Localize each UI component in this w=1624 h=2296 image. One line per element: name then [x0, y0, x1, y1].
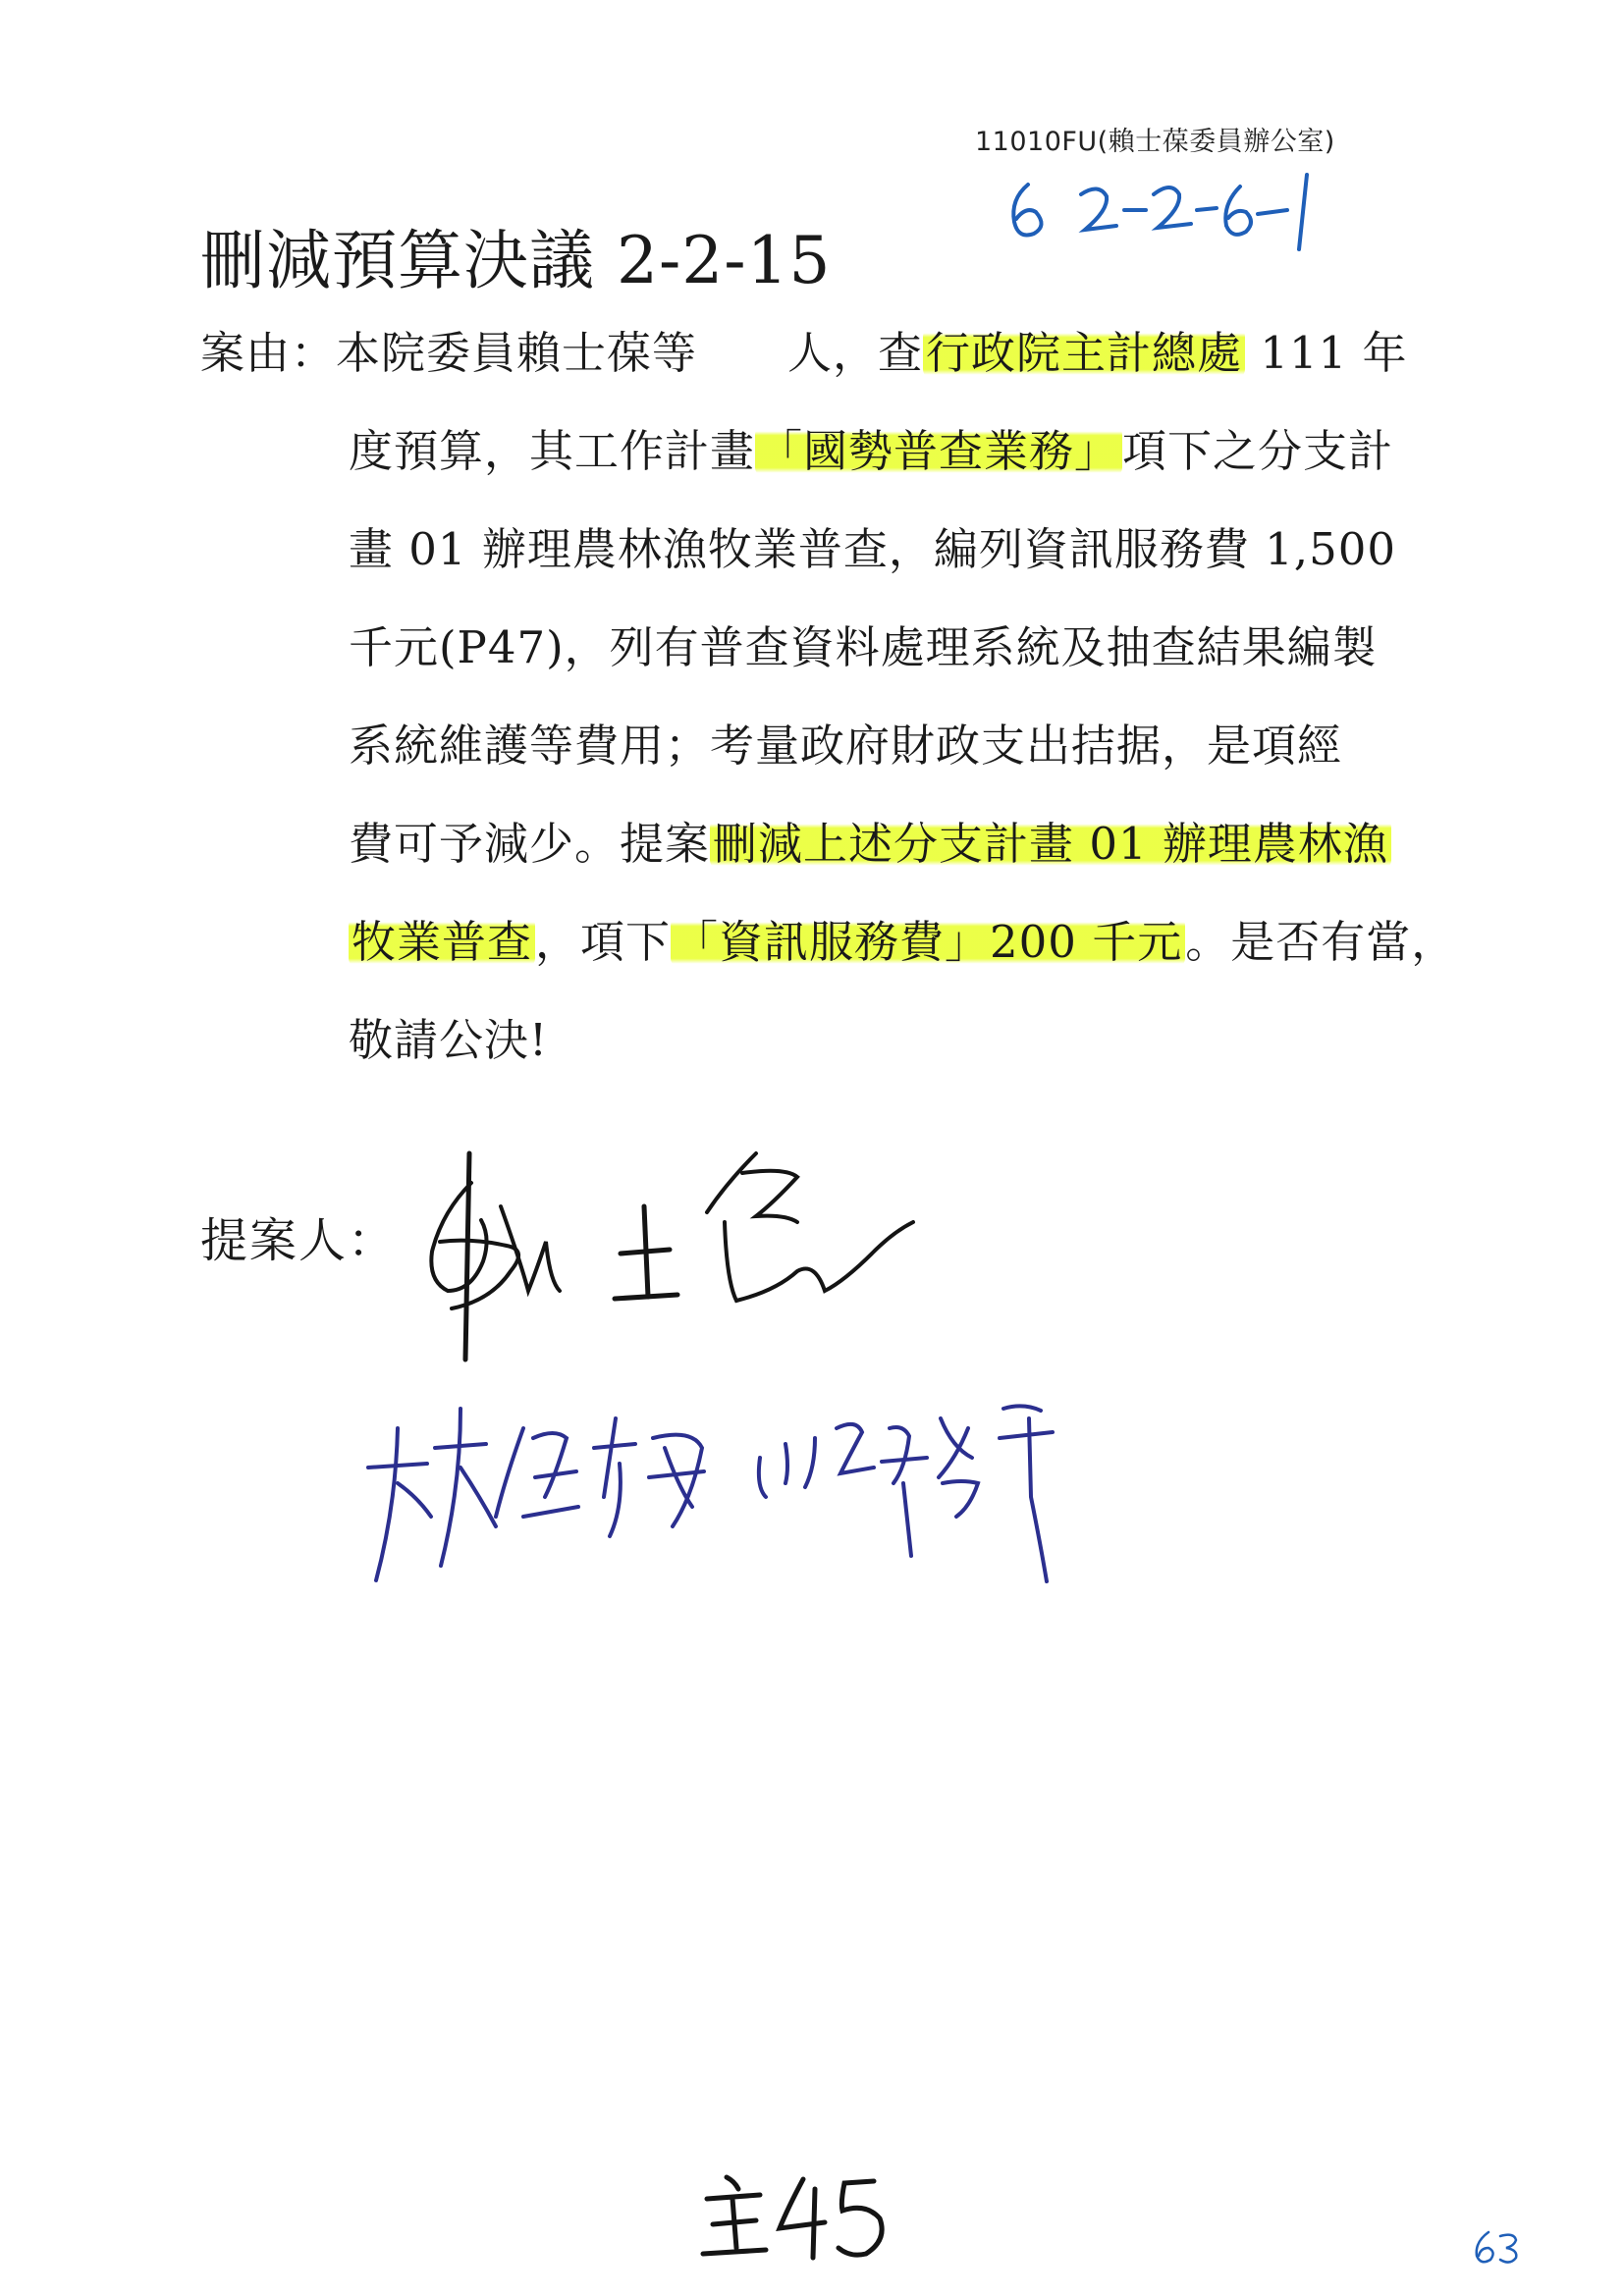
- document-title: 刪減預算決議 2-2-15: [200, 223, 832, 298]
- body-line-5: 系統維護等費用；考量政府財政支出拮据，是項經: [349, 720, 1343, 772]
- handwritten-document-code: [1006, 165, 1330, 258]
- highlight-amount: 「資訊服務費」200 千元: [671, 916, 1185, 968]
- signature-co-signer-1: [358, 1389, 731, 1590]
- highlight-cut-item: 刪減上述分支計畫 01 辦理農林漁: [710, 818, 1391, 870]
- handwritten-mark: [697, 2160, 903, 2272]
- proposer-label: 提案人：: [200, 1213, 398, 1268]
- page-number-handwritten: [1471, 2228, 1526, 2268]
- body-line-6: 費可予減少。提案刪減上述分支計畫 01 辦理農林漁: [200, 795, 1447, 893]
- signature-co-signer-2: [746, 1389, 1080, 1585]
- body-line-2: 度預算，其工作計畫「國勢普查業務」項下之分支計: [349, 425, 1394, 477]
- body-line-1: 案由：本院委員賴士葆等 人，查行政院主計總處 111 年: [200, 327, 1408, 379]
- body-line-8: 敬請公決!: [349, 1014, 549, 1066]
- body-line-4: 千元(P47)，列有普查資料處理系統及抽查結果編製: [349, 621, 1378, 673]
- office-code: 11010FU(賴士葆委員辦公室): [975, 127, 1335, 157]
- highlight-cut-item-cont: 牧業普查: [349, 916, 535, 968]
- signature-proposer: [412, 1144, 923, 1379]
- body-line-7: 牧業普查，項下「資訊服務費」200 千元。是否有當，: [200, 893, 1447, 991]
- motion-body: [200, 304, 1457, 1090]
- body-line-3: 畫 01 辦理農林漁牧業普查，編列資訊服務費 1,500: [349, 523, 1397, 575]
- highlight-program: 「國勢普查業務」: [755, 425, 1122, 477]
- highlight-agency: 行政院主計總處: [923, 327, 1245, 379]
